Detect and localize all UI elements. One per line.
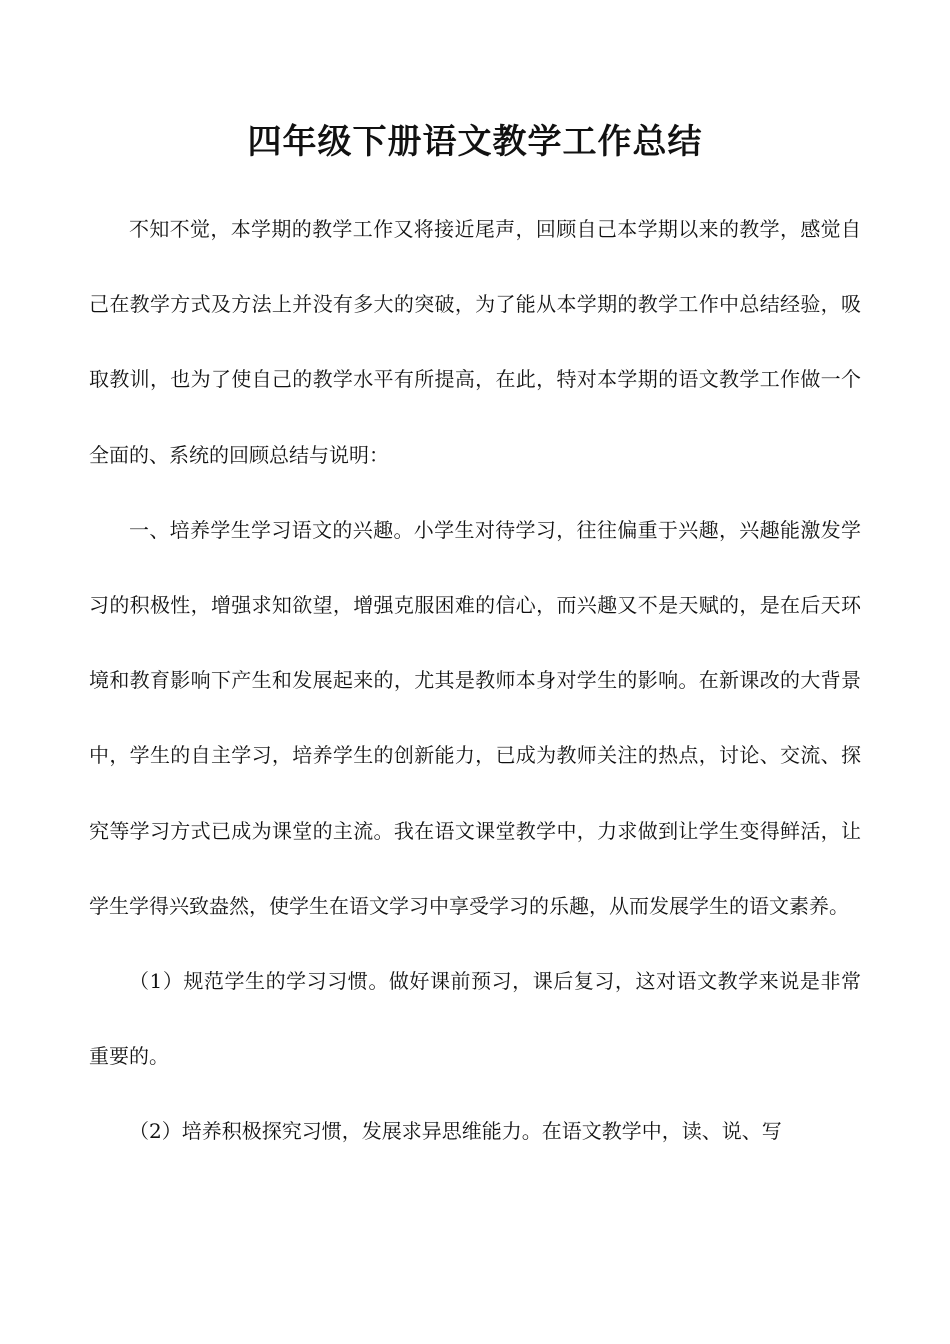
document-title: 四年级下册语文教学工作总结: [247, 122, 703, 162]
document-body: [89, 192, 861, 1170]
paragraph-intro: 不知不觉，本学期的教学工作又将接近尾声，回顾自己本学期以来的教学，感觉自己在教学方式及方法上并没有多大的突破，为了能从本学期的教学工作中总结经验，吸取教训，也为了使自己的教学水平有所提高，在此，特对本学期的语文教学工作做一个全面的、系统的回顾总结与说明：: [89, 217, 861, 467]
paragraph-interest: 一、培养学生学习语文的兴趣。小学生对待学习，往往偏重于兴趣，兴趣能激发学习的积极性，增强求知欲望，增强克服困难的信心，而兴趣又不是天赋的，是在后天环境和教育影响下产生和发展起来的，尤其是教师本身对学生的影响。在新课改的大背景中，学生的自主学习，培养学生的创新能力，已成为教师关注的热点，讨论、交流、探究等学习方式已成为课堂的主流。我在语文课堂教学中，力求做到让学生变得鲜活，让学生学得兴致盎然，使学生在语文学习中享受学习的乐趣，从而发展学生的语文素养。: [89, 517, 861, 918]
paragraph-habits: （1）规范学生的学习习惯。做好课前预习，课后复习，这对语文教学来说是非常重要的。: [89, 969, 861, 1069]
paragraph-inquiry: （2）培养积极探究习惯，发展求异思维能力。在语文教学中，读、说、写: [129, 1119, 782, 1144]
